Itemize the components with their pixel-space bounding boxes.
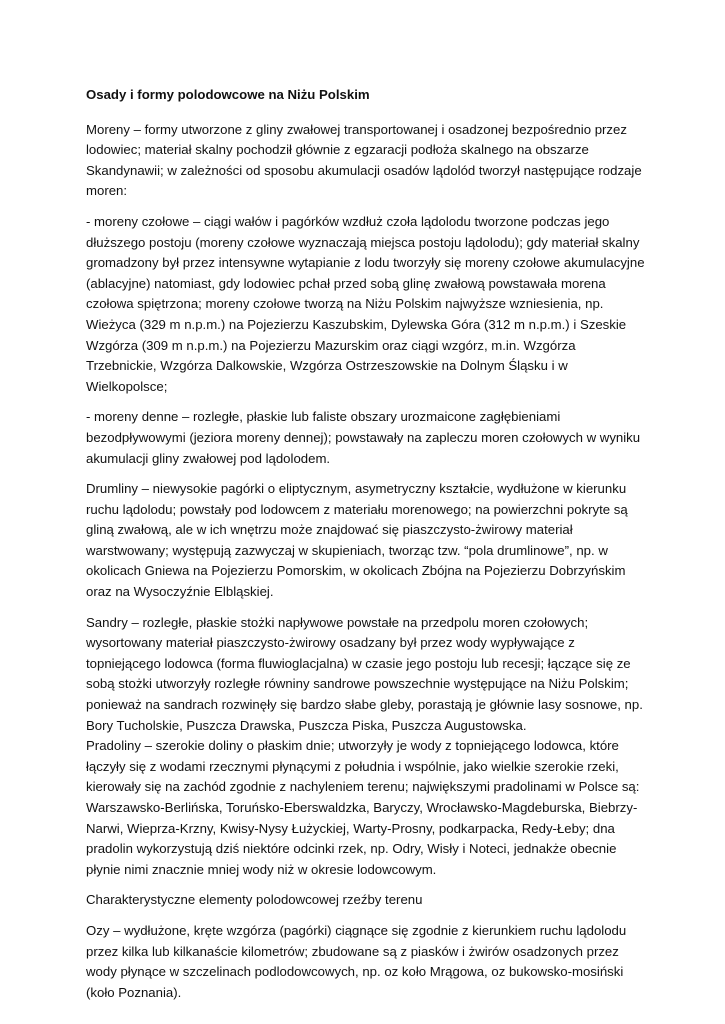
paragraph-moreny-czolowe: - moreny czołowe – ciągi wałów i pagórków wzdłuż czoła lądolodu tworzone podczas jego dłuższego postoju (moreny czołowe wyznaczają miejsca postoju lądolodu); gdy materiał skalny gromadzony był przez intensywne wytapianie z lodu tworzyły się moreny czołowe akumulacyjne (ablacyjne) natomiast, gdy lodowiec pchał przed sobą glinę zwałową powstawała morena czołowa spiętrzona; moreny czołowe tworzą na Niżu Polskim najwyższe wzniesienia, np. Wieżyca (329 m n.p.m.) na Pojezierzu Kaszubskim, Dylewska Góra (312 m n.p.m.) i Szeskie Wzgórza (309 m n.p.m.) na Pojezierzu Mazurskim oraz ciągi wzgórz, m.in. Wzgórza Trzebnickie, Wzgórza Dalkowskie, Wzgórza Ostrzeszowskie na Dolnym Śląsku i w Wielkopolsce; <box>86 213 645 394</box>
paragraph-ozy: Ozy – wydłużone, kręte wzgórza (pagórki) ciągnące się zgodnie z kierunkiem ruchu lądolodu przez kilka lub kilkanaście kilometrów; zbudowane są z piasków i żwirów osadzonych przez wody płynące w szczelinach podlodowcowych, np. oz koło Mrągowa, oz bukowsko-mosiński (koło Poznania). <box>86 922 627 1000</box>
paragraph-drumliny: Drumliny – niewysokie pagórki o eliptycznym, asymetryczny kształcie, wydłużone w kierunku ruchu lądolodu; powstały pod lodowcem z materiału morenowego; na powierzchni pokryte są gliną zwałową, ale w ich wnętrzu może znajdować się piaszczysto-żwirowy materiał warstwowany; występują zazwyczaj w skupieniach, tworząc tzw. “pola drumlinowe”, np. w okolicach Gniewa na Pojezierzu Pomorskim, w okolicach Zbójna na Pojezierzu Dobrzyńskim oraz na Wysoczyźnie Elbląskiej. <box>86 481 628 600</box>
paragraph-sandry: Sandry – rozległe, płaskie stożki napływowe powstałe na przedpolu moren czołowych; wysortowany materiał piaszczysto-żwirowy osadzany był przez wody wypływające z topniejącego lodowca (forma fluwioglacjalna) w czasie jego postoju lub recesji; łączące się ze sobą stożki utworzyły rozległe równiny sandrowe powszechnie występujące na Niżu Polskim; ponieważ na sandrach rozwinęły się bardzo słabe gleby, porastają je głównie lasy sosnowe, np. Bory Tucholskie, Puszcza Drawska, Puszcza Piska, Puszcza Augustowska. <box>86 614 643 733</box>
paragraph-moreny: Moreny – formy utworzone z gliny zwałowej transportowanej i osadzonej bezpośrednio przez lodowiec; materiał skalny pochodził głównie z egzaracji podłoża skalnego na obszarze Skandynawii; w zależności od sposobu akumulacji osadów lądolód tworzył następujące rodzaje moren: <box>86 121 642 199</box>
section-heading: Charakterystyczne elementy polodowcowej rzeźby terenu <box>86 892 423 908</box>
document-title: Osady i formy polodowcowe na Niżu Polskim <box>86 87 370 102</box>
paragraph-pradoliny: Pradoliny – szerokie doliny o płaskim dnie; utworzyły je wody z topniejącego lodowca, które łączyły się z wodami rzecznymi płynącymi z południa i wspólnie, jako wielkie szerokie rzeki, kierowały się na zachód zgodnie z nachyleniem terenu; największymi pradolinami w Polsce są: Warszawsko-Berlińska, Toruńsko-Eberswaldzka, Baryczy, Wrocławsko-Magdeburska, Biebrzy-Narwi, Wieprza-Krzny, Kwisy-Nysy Łużyckiej, Warty-Prosny, podkarpacka, Redy-Łeby; dna pradolin wykorzystują dziś niektóre odcinki rzek, np. Odry, Wisły i Noteci, jednakże obecnie płynie nimi znacznie mniej wody niż w okresie lodowcowym. <box>86 738 640 877</box>
paragraph-moreny-denne: - moreny denne – rozległe, płaskie lub faliste obszary urozmaicone zagłębieniami bezodpływowymi (jeziora moreny dennej); powstawały na zapleczu moren czołowych w wyniku akumulacji gliny zwałowej pod lądolodem. <box>86 409 641 466</box>
document-page <box>86 85 646 1013</box>
